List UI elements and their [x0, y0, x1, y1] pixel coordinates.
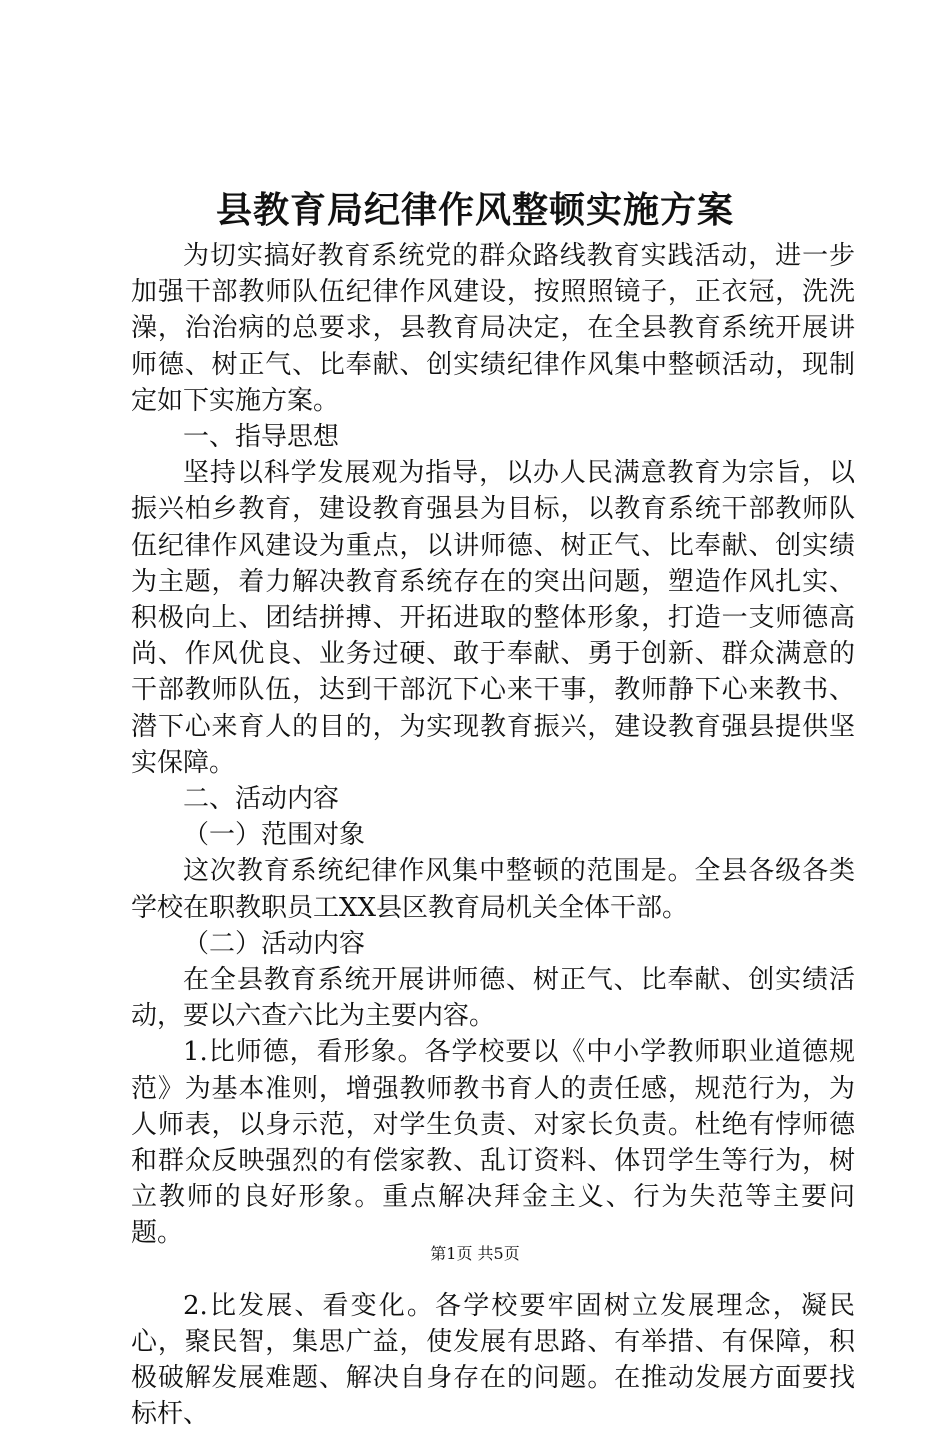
paragraph-intro: 为切实搞好教育系统党的群众路线教育实践活动，进一步加强干部教师队伍纪律作风建设，按照照镜子，正衣冠，洗洗澡，治治病的总要求，县教育局决定，在全县教育系统开展讲师德、树正气、比奉献、创实绩纪律作风集中整顿活动，现制定如下实施方案。: [131, 241, 855, 416]
paragraph-activity: 在全县教育系统开展讲师德、树正气、比奉献、创实绩活动，要以六查六比为主要内容。: [131, 965, 855, 1032]
paragraph-item-1: 1.比师德，看形象。各学校要以《中小学教师职业道德规范》为基本准则，增强教师教书育人的责任感，规范行为，为人师表，以身示范，对学生负责、对家长负责。杜绝有悖师德和群众反映强烈的有偿家教、乱订资料、体罚学生等行为，树立教师的良好形象。重点解决拜金主义、行为失范等主要问题。: [131, 1037, 855, 1249]
subheading-activity: （二）活动内容: [183, 928, 366, 959]
subheading-scope: （一）范围对象: [183, 820, 366, 851]
document-title: 县教育局纪律作风整顿实施方案: [215, 189, 734, 231]
page-number: 第1页 共5页: [430, 1244, 520, 1263]
heading-guiding-thought: 一、指导思想: [183, 422, 340, 453]
paragraph-scope: 这次教育系统纪律作风集中整顿的范围是。全县各级各类学校在职教职员工XX县区教育局机关全体干部。: [131, 856, 855, 923]
paragraph-item-2: 2.比发展、看变化。各学校要牢固树立发展理念，凝民心，聚民智，集思广益，使发展有思路、有举措、有保障，积极破解发展难题、解决自身存在的问题。在推动发展方面要找标杆、: [131, 1290, 855, 1430]
paragraph-guiding-thought: 坚持以科学发展观为指导，以办人民满意教育为宗旨，以振兴柏乡教育，建设教育强县为目标，以教育系统干部教师队伍纪律作风建设为重点，以讲师德、树正气、比奉献、创实绩为主题，着力解决教育系统存在的突出问题，塑造作风扎实、积极向上、团结拼搏、开拓进取的整体形象，打造一支师德高尚、作风优良、业务过硬、敢于奉献、勇于创新、群众满意的干部教师队伍，达到干部沉下心来干事，教师静下心来教书、潜下心来育人的目的，为实现教育振兴，建设教育强县提供坚实保障。: [131, 458, 855, 778]
heading-activity-content: 二、活动内容: [183, 784, 340, 815]
